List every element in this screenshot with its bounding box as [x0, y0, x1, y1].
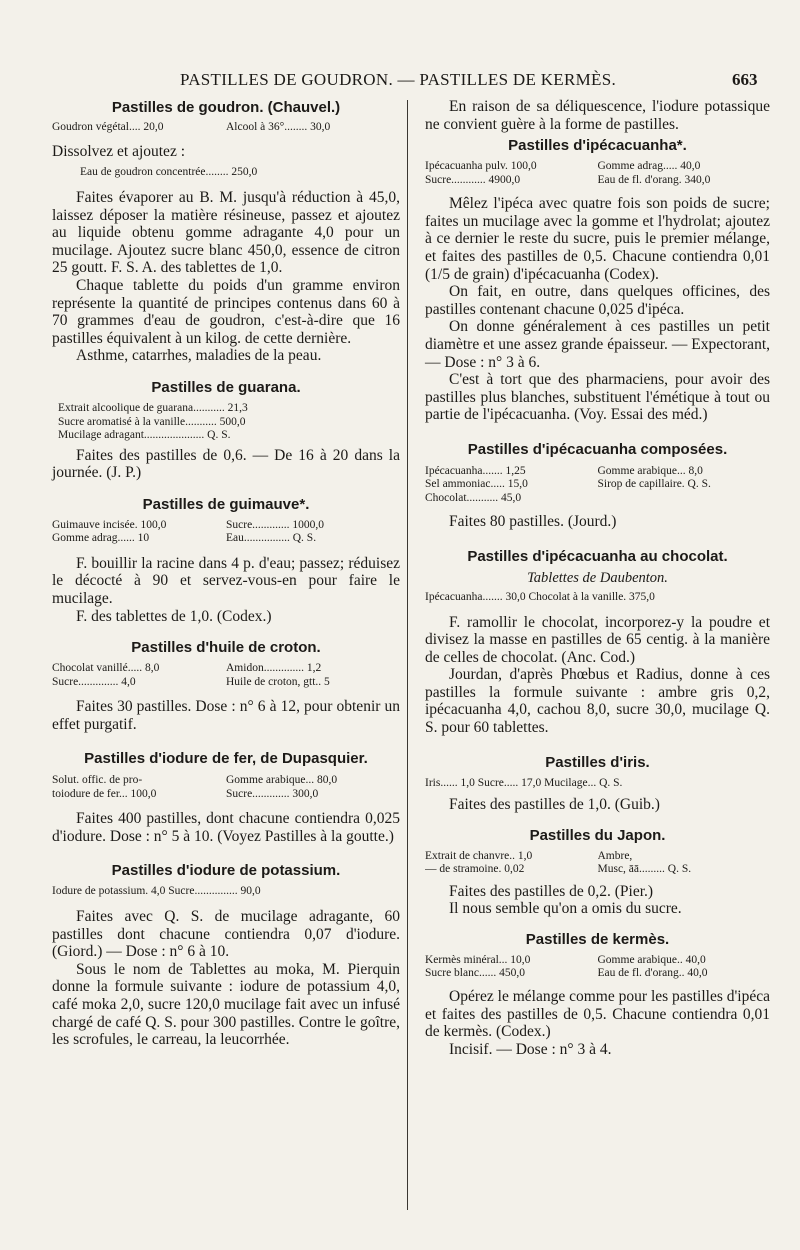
recipe-row [425, 954, 770, 968]
section-subheading: Tablettes de Daubenton. [527, 570, 668, 586]
recipe-row [425, 478, 770, 492]
recipe-item: Sucre.............. 4,0 [52, 675, 136, 688]
column-divider [407, 100, 408, 1210]
section-heading: Pastilles de goudron. (Chauvel.) [111, 99, 341, 116]
recipe-item: Chocolat vanillé..... 8,0 [52, 662, 160, 675]
recipe-item: Sel ammoniac..... 15,0 [425, 478, 528, 491]
recipe-item: Sirop de capillaire. Q. S. [597, 478, 711, 491]
recipe-item: Extrait de chanvre.. 1,0 [425, 849, 533, 862]
recipe-item: Gomme adrag..... 40,0 [597, 160, 701, 173]
section-heading: Pastilles de guimauve*. [142, 495, 310, 513]
recipe-row [52, 662, 400, 676]
recipe-row [425, 591, 770, 605]
right-column [425, 98, 770, 1058]
recipe-list [425, 160, 770, 187]
paragraph: Faites des pastilles de 0,2. (Pier.) [449, 882, 654, 900]
recipe-list [425, 465, 770, 506]
recipe-item: Kermès minéral... 10,0 [425, 953, 531, 966]
paragraph: Faites des pastilles de 0,6. — De 16 à 20 dans la journée. (J. P.) [52, 446, 400, 482]
recipe-row [425, 967, 770, 981]
recipe-item: toiodure de fer... 100,0 [52, 787, 157, 800]
recipe-item: Sucre............... 90,0 [168, 885, 261, 898]
recipe-item: Sucre blanc...... 450,0 [425, 967, 525, 980]
recipe-row [52, 532, 400, 546]
recipe-item: Sucre............ 4900,0 [425, 173, 521, 186]
paragraph: F. ramollir le chocolat, incorporez-y la poudre et divisez la masse en pastilles de 65 centig. à la manière de celles de chocolat. (Anc. Cod.) [425, 613, 770, 666]
paragraph: Il nous semble qu'on a omis du sucre. [449, 900, 682, 918]
recipe-item: Extrait alcoolique de guarana........... 21,3 [58, 402, 248, 415]
recipe-item: Sucre............. 1000,0 [226, 518, 325, 531]
recipe-item: Chocolat à la vanille. 375,0 [528, 591, 655, 603]
running-header: PASTILLES DE GOUDRON. — PASTILLES DE KERMÈS. [180, 70, 617, 89]
section-heading: Pastilles de kermès. [525, 930, 670, 948]
recipe-list [425, 850, 770, 877]
paragraph: Mêlez l'ipéca avec quatre fois son poids de sucre; faites un mucilage avec la gomme et l'hydrolat; ajoutez à ce dernier le reste du sucre, puis le premier mélange, et faites des pastilles de 0,5. Chacune contiendra 0,01 (1/5 de grain) d'ipécacuanha (Codex). [425, 195, 770, 283]
recipe-item: Chocolat........... 45,0 [425, 491, 522, 504]
recipe-item: Gomme arabique... 80,0 [226, 774, 338, 787]
recipe-row [425, 777, 770, 791]
recipe-item: Solut. offic. de pro- [52, 774, 143, 787]
recipe-item: Huile de croton, gtt.. 5 [226, 675, 330, 688]
recipe-row [52, 120, 400, 134]
section-heading: Pastilles d'ipécacuanha composées. [467, 440, 728, 458]
recipe-item: Amidon.............. 1,2 [226, 662, 322, 675]
recipe-list [52, 519, 400, 546]
recipe-item: Iodure de potassium. 4,0 [52, 885, 166, 898]
paragraph: En raison de sa déliquescence, l'iodure potassique ne convient guère à la forme de pastilles. [425, 98, 770, 133]
recipe-list [425, 954, 770, 981]
paragraph: On donne généralement à ces pastilles un petit diamètre et une assez grande épaisseur. — Expectorant, — Dose : n° 3 à 6. [425, 318, 770, 371]
section-heading: Pastilles d'iris. [545, 753, 650, 771]
paragraph: Faites des pastilles de 1,0. (Guib.) [449, 796, 660, 814]
recipe-row [52, 788, 400, 802]
paragraph: Jourdan, d'après Phœbus et Radius, donne à ces pastilles la formule suivante : ambre gris 0,2, ipécacuanha 4,0, cachou 8,0, sucre 30,0, mucilage Q. S. pour 60 tablettes. [425, 666, 770, 737]
section-heading: Pastilles de guarana. [151, 379, 301, 397]
recipe-row [52, 774, 400, 788]
section-heading: Pastilles d'iodure de potassium. [111, 862, 341, 880]
recipe-item: Gomme arabique.. 40,0 [597, 953, 706, 966]
recipe-item: Guimauve incisée. 100,0 [52, 518, 167, 531]
recipe-row [52, 676, 400, 690]
recipe-item: Ipécacuanha....... 1,25 [425, 464, 526, 477]
recipe-item: Ipécacuanha pulv. 100,0 [425, 160, 537, 173]
paragraph: Chaque tablette du poids d'un gramme environ représente la quantité de principes contenus dans 60 à 70 grammes d'eau de goudron, c'est-à-dire que 16 pastilles équivalent à un kilog. de cette dernière. [52, 277, 400, 347]
recipe-item: Alcool à 36°........ 30,0 [226, 121, 331, 133]
recipe-item: Sucre..... 17,0 [477, 776, 542, 789]
recipe-item: Gomme arabique... 8,0 [597, 464, 703, 477]
paragraph: F. des tablettes de 1,0. (Codex.) [76, 607, 272, 625]
recipe-row [52, 519, 400, 533]
recipe-item: Goudron végétal.... 20,0 [52, 121, 164, 133]
recipe-item: Ipécacuanha....... 30,0 [425, 591, 526, 603]
recipe-item: Eau de fl. d'orang.. 40,0 [597, 967, 708, 980]
recipe-item [598, 492, 771, 506]
left-column [52, 98, 400, 1049]
recipe-item: Mucilage... Q. S. [544, 776, 623, 789]
paragraph: Faites avec Q. S. de mucilage adragante, 60 pastilles dont chacune contiendra 0,07 d'iodure. (Giord.) — Dose : n° 6 à 10. [52, 907, 400, 961]
recipe-row [425, 863, 770, 877]
paragraph: F. bouillir la racine dans 4 p. d'eau; passez; réduisez le décocté à 90 et servez-vous-en pour faire le mucilage. [52, 554, 400, 607]
paragraph: Faites évaporer au B. M. jusqu'à réduction à 45,0, laissez déposer la matière résineuse, passez et ajoutez au liquide obtenu gomme adragante 4,0 pour un mucilage. Ajoutez sucre blanc 450,0, essence de citron 25 goutt. F. S. A. des tablettes de 1,0. [52, 189, 400, 277]
recipe-item: Ambre, [597, 849, 633, 862]
recipe-item: Gomme adrag...... 10 [52, 532, 150, 545]
recipe-item: Eau de goudron concentrée........ 250,0 [80, 165, 258, 178]
section-heading: Pastilles d'ipécacuanha au chocolat. [467, 548, 728, 565]
paragraph: Incisif. — Dose : n° 3 à 4. [449, 1040, 612, 1058]
paragraph: Faites 80 pastilles. (Jourd.) [449, 513, 617, 531]
recipe-item: Sucre............. 300,0 [226, 787, 319, 800]
recipe-item: Musc, āā......... Q. S. [597, 863, 692, 876]
paragraph: Sous le nom de Tablettes au moka, M. Pierquin donne la formule suivante : iodure de potassium 4,0, café moka 2,0, sucre 120,0 mucilage fait avec un infusé chargé de café Q. S. pour 300 pastilles. Contre le goître, les scrofules, le carreau, la leucorrhée. [52, 960, 400, 1049]
recipe-item: Iris...... 1,0 [425, 776, 475, 789]
paragraph: Dissolvez et ajoutez : [52, 143, 185, 160]
section-heading: Pastilles d'ipécacuanha*. [508, 137, 687, 155]
section-heading: Pastilles d'huile de croton. [131, 639, 321, 657]
paragraph: Faites 30 pastilles. Dose : n° 6 à 12, pour obtenir un effet purgatif. [52, 698, 400, 733]
recipe-row [425, 160, 770, 174]
paragraph: Asthme, catarrhes, maladies de la peau. [76, 347, 322, 365]
paragraph: Faites 400 pastilles, dont chacune contiendra 0,025 d'iodure. Dose : n° 5 à 10. (Voyez Pastilles à la goutte.) [52, 810, 400, 845]
section-heading: Pastilles du Japon. [529, 826, 666, 844]
recipe-list [52, 662, 400, 689]
recipe-item: Sucre aromatisé à la vanille........... 500,0 [58, 415, 246, 428]
recipe-item: Eau................ Q. S. [226, 532, 317, 545]
recipe-item: Mucilage adragant..................... Q. S. [58, 429, 231, 442]
recipe-list [58, 402, 400, 443]
recipe-row [425, 850, 770, 864]
paragraph: C'est à tort que des pharmaciens, pour avoir des pastilles plus blanches, substituent l'émétique à tout ou partie de l'ipécacuanha. (Voy. Essai des méd.) [425, 371, 770, 424]
recipe-row [52, 885, 400, 899]
recipe-item: Eau de fl. d'orang. 340,0 [597, 173, 711, 186]
recipe-row [425, 492, 770, 506]
paragraph: On fait, en outre, dans quelques officines, des pastilles contenant chacune 0,025 d'ipéca. [425, 283, 770, 318]
recipe-row [425, 174, 770, 188]
recipe-item: — de stramoine. 0,02 [425, 863, 525, 876]
recipe-list [52, 774, 400, 801]
paragraph: Opérez le mélange comme pour les pastilles d'ipéca et faites des pastilles de 0,5. Chacune contiendra 0,01 de kermès. (Codex.) [425, 987, 770, 1041]
recipe-row [425, 465, 770, 479]
page-number: 663 [732, 70, 758, 89]
section-heading: Pastilles d'iodure de fer, de Dupasquier. [84, 750, 368, 768]
